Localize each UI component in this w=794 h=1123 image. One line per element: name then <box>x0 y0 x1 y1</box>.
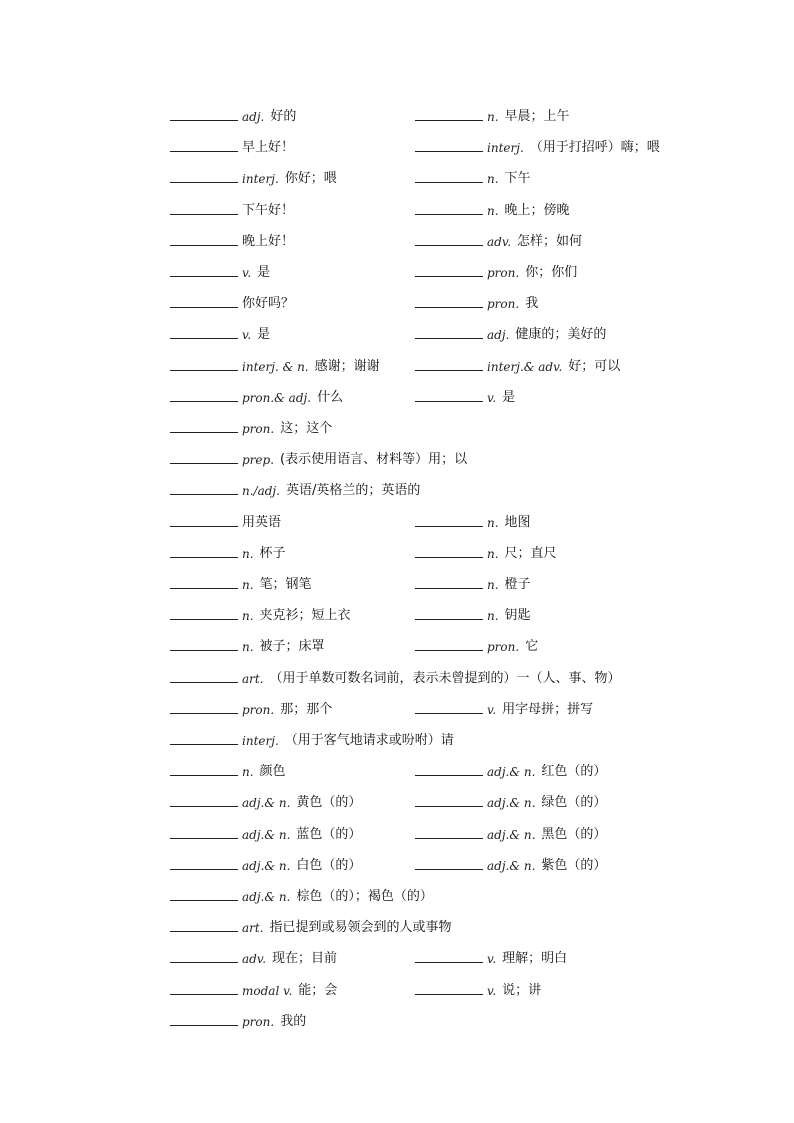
answer-blank[interactable] <box>170 961 238 963</box>
vocab-item-left <box>170 944 337 966</box>
answer-blank[interactable] <box>170 868 238 870</box>
answer-blank[interactable] <box>170 525 238 527</box>
vocab-row <box>0 508 794 530</box>
part-of-speech: pron.& adj. <box>242 390 312 405</box>
answer-blank[interactable] <box>415 587 483 589</box>
answer-blank[interactable] <box>415 400 483 402</box>
vocab-item-right <box>415 196 570 218</box>
vocab-item-left <box>170 851 361 873</box>
vocab-row <box>0 851 794 873</box>
part-of-speech: adj.& n. <box>487 827 536 842</box>
chinese-meaning: 钥匙 <box>504 608 531 624</box>
answer-blank[interactable] <box>170 213 238 215</box>
chinese-meaning: 英语/英格兰的；英语的 <box>285 483 421 499</box>
part-of-speech: adj.& n. <box>242 796 291 811</box>
vocab-item-left <box>170 788 361 810</box>
answer-blank[interactable] <box>170 899 238 901</box>
answer-blank[interactable] <box>170 837 238 839</box>
part-of-speech: pron. <box>242 422 275 436</box>
vocab-row <box>0 258 794 280</box>
vocab-item-left <box>170 352 380 374</box>
vocab-row <box>0 164 794 186</box>
vocab-item-left <box>170 102 296 124</box>
vocab-row <box>0 882 794 904</box>
answer-blank[interactable] <box>170 275 238 277</box>
vocab-row <box>0 726 794 748</box>
chinese-meaning: 黄色（的） <box>296 795 362 811</box>
vocab-row <box>0 664 794 686</box>
part-of-speech: v. <box>242 266 252 280</box>
vocab-item-left <box>170 289 294 311</box>
chinese-meaning: 下午 <box>504 171 531 187</box>
chinese-meaning: 笔；钢笔 <box>259 577 312 592</box>
part-of-speech: adv. <box>487 234 512 249</box>
chinese-meaning: 红色（的） <box>541 764 607 780</box>
chinese-meaning: 早上好！ <box>242 140 295 156</box>
chinese-meaning: 晚上；傍晚 <box>504 202 570 218</box>
answer-blank[interactable] <box>415 556 483 558</box>
vocab-item-right <box>415 133 660 155</box>
vocab-row <box>0 196 794 218</box>
chinese-meaning: 你好吗？ <box>242 296 295 312</box>
vocab-item-left <box>170 164 337 186</box>
answer-blank[interactable] <box>415 306 483 308</box>
answer-blank[interactable] <box>415 275 483 277</box>
part-of-speech: adj.& n. <box>487 858 536 873</box>
part-of-speech: pron. <box>242 1014 275 1029</box>
answer-blank[interactable] <box>170 681 238 683</box>
vocab-item-left <box>170 726 454 748</box>
answer-blank[interactable] <box>415 805 483 807</box>
answer-blank[interactable] <box>415 649 483 651</box>
answer-blank[interactable] <box>415 337 483 339</box>
chinese-meaning: 指已提到或易领会到的人或事物 <box>269 920 452 936</box>
vocab-item-right <box>415 976 541 998</box>
part-of-speech: v. <box>242 328 252 343</box>
chinese-meaning: 晚上好！ <box>242 233 295 249</box>
chinese-meaning: （用于单数可数名词前，表示未曾提到的）一（人、事、物） <box>269 670 621 686</box>
part-of-speech: modal v. <box>242 983 293 998</box>
part-of-speech: pron. <box>487 266 520 280</box>
vocab-item-right <box>415 851 606 873</box>
chinese-meaning: 颜色 <box>259 764 286 780</box>
vocab-item-left <box>170 445 467 467</box>
chinese-meaning: 黑色（的） <box>541 826 607 842</box>
part-of-speech: pron. <box>487 640 520 655</box>
chinese-meaning: 早晨；上午 <box>504 109 570 124</box>
chinese-meaning: 杯子 <box>259 545 286 561</box>
chinese-meaning: 是 <box>257 327 271 343</box>
part-of-speech: pron. <box>487 297 520 312</box>
chinese-meaning: 现在；目前 <box>272 951 338 967</box>
chinese-meaning: 蓝色（的） <box>296 826 362 842</box>
chinese-meaning: 健康的；美好的 <box>515 327 607 343</box>
vocab-item-left <box>170 882 433 904</box>
answer-blank[interactable] <box>170 400 238 402</box>
answer-blank[interactable] <box>170 618 238 620</box>
vocab-item-left <box>170 320 270 342</box>
chinese-meaning: 说；讲 <box>502 982 542 998</box>
answer-blank[interactable] <box>170 556 238 558</box>
chinese-meaning: 下午好！ <box>242 202 295 218</box>
part-of-speech: art. <box>242 671 264 686</box>
vocab-item-left <box>170 227 294 249</box>
part-of-speech: n. <box>242 765 254 780</box>
part-of-speech: adj.& n. <box>242 827 291 842</box>
chinese-meaning: 是 <box>502 389 516 405</box>
part-of-speech: adj.& n. <box>242 858 291 873</box>
vocab-item-right <box>415 289 538 311</box>
chinese-meaning: 地图 <box>504 514 531 530</box>
part-of-speech: n. <box>487 203 499 218</box>
vocab-item-right <box>415 570 531 592</box>
part-of-speech: n. <box>487 515 499 530</box>
vocab-item-left <box>170 476 420 498</box>
chinese-meaning: 好；可以 <box>568 358 621 374</box>
vocab-row <box>0 757 794 779</box>
vocab-item-left <box>170 1007 306 1029</box>
vocab-item-left <box>170 601 351 623</box>
chinese-meaning: 你好；喂 <box>284 171 337 187</box>
chinese-meaning: 是 <box>257 265 271 280</box>
chinese-meaning: 夹克衫；短上衣 <box>259 608 351 624</box>
part-of-speech: v. <box>487 702 497 717</box>
vocab-row <box>0 820 794 842</box>
answer-blank[interactable] <box>170 1024 238 1026</box>
answer-blank[interactable] <box>170 493 238 495</box>
vocab-item-right <box>415 164 531 186</box>
part-of-speech: n. <box>242 609 254 624</box>
part-of-speech: adj.& n. <box>242 890 291 904</box>
vocab-row <box>0 976 794 998</box>
chinese-meaning: 尺；直尺 <box>504 545 557 561</box>
vocab-row <box>0 788 794 810</box>
vocab-row <box>0 320 794 342</box>
vocab-item-left <box>170 664 621 686</box>
vocab-row <box>0 227 794 249</box>
answer-blank[interactable] <box>170 774 238 776</box>
vocab-row <box>0 632 794 654</box>
vocab-item-left <box>170 913 452 935</box>
answer-blank[interactable] <box>170 150 238 152</box>
answer-blank[interactable] <box>415 993 483 995</box>
part-of-speech: n. <box>487 609 499 624</box>
vocab-row <box>0 352 794 374</box>
vocab-item-right <box>415 788 606 810</box>
answer-blank[interactable] <box>170 181 238 183</box>
chinese-meaning: 你；你们 <box>525 265 578 280</box>
vocab-item-left <box>170 539 286 561</box>
chinese-meaning: 白色（的） <box>296 857 362 873</box>
part-of-speech: n. <box>487 172 499 187</box>
vocab-row <box>0 289 794 311</box>
vocab-item-left <box>170 133 294 155</box>
chinese-meaning: 这；这个 <box>280 421 333 436</box>
answer-blank[interactable] <box>415 868 483 870</box>
answer-blank[interactable] <box>415 181 483 183</box>
answer-blank[interactable] <box>170 712 238 714</box>
answer-blank[interactable] <box>170 930 238 932</box>
vocab-item-right <box>415 352 620 374</box>
vocab-row <box>0 383 794 405</box>
chinese-meaning: 那；那个 <box>280 701 333 717</box>
answer-blank[interactable] <box>170 462 238 464</box>
part-of-speech: n. <box>242 578 254 592</box>
part-of-speech: n. <box>487 578 499 592</box>
vocab-item-right <box>415 102 570 124</box>
vocab-item-left <box>170 258 270 280</box>
chinese-meaning: 感谢；谢谢 <box>314 358 380 374</box>
vocab-item-left <box>170 632 325 654</box>
answer-blank[interactable] <box>415 150 483 152</box>
vocab-row <box>0 944 794 966</box>
answer-blank[interactable] <box>415 618 483 620</box>
answer-blank[interactable] <box>170 369 238 371</box>
chinese-meaning: 我的 <box>280 1013 307 1029</box>
answer-blank[interactable] <box>170 244 238 246</box>
part-of-speech: v. <box>487 983 497 998</box>
vocab-row <box>0 913 794 935</box>
vocab-row <box>0 414 794 436</box>
chinese-meaning: （用于打招呼）嗨；喂 <box>529 140 660 156</box>
chinese-meaning: 理解；明白 <box>502 951 568 967</box>
part-of-speech: n. <box>242 546 254 561</box>
chinese-meaning: 我 <box>525 296 539 312</box>
chinese-meaning: （用于客气地请求或吩咐）请 <box>284 733 454 748</box>
answer-blank[interactable] <box>170 993 238 995</box>
answer-blank[interactable] <box>415 712 483 714</box>
chinese-meaning: 怎样；如何 <box>517 233 583 249</box>
vocab-item-left <box>170 976 337 998</box>
vocab-item-left <box>170 414 332 436</box>
part-of-speech: interj. & n. <box>242 359 309 374</box>
answer-blank[interactable] <box>170 431 238 433</box>
vocab-item-right <box>415 695 593 717</box>
part-of-speech: prep. <box>242 453 275 468</box>
answer-blank[interactable] <box>170 587 238 589</box>
vocab-row <box>0 695 794 717</box>
chinese-meaning: 好的 <box>270 109 297 124</box>
chinese-meaning: 紫色（的） <box>541 857 607 873</box>
part-of-speech: n./adj. <box>242 484 280 499</box>
vocab-item-right <box>415 757 606 779</box>
vocab-item-left <box>170 695 332 717</box>
answer-blank[interactable] <box>415 837 483 839</box>
part-of-speech: v. <box>487 390 497 405</box>
vocab-item-right <box>415 820 606 842</box>
part-of-speech: interj. <box>487 141 524 156</box>
chinese-meaning: 橙子 <box>504 577 531 592</box>
part-of-speech: n. <box>487 546 499 561</box>
part-of-speech: pron. <box>242 702 275 717</box>
vocab-item-left <box>170 196 294 218</box>
vocab-row <box>0 102 794 124</box>
vocab-item-left <box>170 820 361 842</box>
vocab-item-left <box>170 570 312 592</box>
part-of-speech: interj. <box>242 172 279 187</box>
answer-blank[interactable] <box>170 119 238 121</box>
part-of-speech: adj. <box>487 328 510 343</box>
vocab-item-left <box>170 383 343 405</box>
vocab-item-right <box>415 227 582 249</box>
part-of-speech: v. <box>487 952 497 967</box>
part-of-speech: interj.& adv. <box>487 359 563 374</box>
vocab-row <box>0 570 794 592</box>
vocab-row <box>0 445 794 467</box>
chinese-meaning: 它 <box>525 639 539 655</box>
vocab-row <box>0 1007 794 1029</box>
vocab-item-right <box>415 601 531 623</box>
vocab-item-right <box>415 383 515 405</box>
vocab-row <box>0 539 794 561</box>
chinese-meaning: 被子；床罩 <box>259 639 325 655</box>
answer-blank[interactable] <box>415 774 483 776</box>
answer-blank[interactable] <box>170 306 238 308</box>
chinese-meaning: 绿色（的） <box>541 795 607 811</box>
vocab-item-right <box>415 320 606 342</box>
answer-blank[interactable] <box>170 649 238 651</box>
vocab-item-right <box>415 539 557 561</box>
part-of-speech: adj.& n. <box>487 796 536 811</box>
part-of-speech: interj. <box>242 734 279 748</box>
vocab-row <box>0 476 794 498</box>
chinese-meaning: (表示使用语言、材料等）用；以 <box>280 452 468 468</box>
answer-blank[interactable] <box>415 119 483 121</box>
vocab-item-right <box>415 632 538 654</box>
chinese-meaning: 什么 <box>317 389 344 405</box>
answer-blank[interactable] <box>415 369 483 371</box>
answer-blank[interactable] <box>170 743 238 745</box>
part-of-speech: adj.& n. <box>487 765 536 780</box>
chinese-meaning: 能；会 <box>298 982 338 998</box>
vocab-row <box>0 133 794 155</box>
part-of-speech: art. <box>242 921 264 936</box>
part-of-speech: n. <box>487 110 499 124</box>
part-of-speech: adj. <box>242 110 265 124</box>
answer-blank[interactable] <box>415 244 483 246</box>
chinese-meaning: 棕色（的）；褐色（的） <box>296 889 433 904</box>
vocab-item-left <box>170 508 281 530</box>
vocab-item-right <box>415 508 531 530</box>
answer-blank[interactable] <box>415 213 483 215</box>
part-of-speech: n. <box>242 640 254 655</box>
vocab-item-right <box>415 258 577 280</box>
chinese-meaning: 用英语 <box>242 514 282 530</box>
answer-blank[interactable] <box>415 525 483 527</box>
answer-blank[interactable] <box>170 805 238 807</box>
vocab-item-right <box>415 944 567 966</box>
answer-blank[interactable] <box>170 337 238 339</box>
vocab-row <box>0 601 794 623</box>
vocab-item-left <box>170 757 286 779</box>
part-of-speech: adv. <box>242 952 267 967</box>
answer-blank[interactable] <box>415 961 483 963</box>
chinese-meaning: 用字母拼；拼写 <box>502 701 594 717</box>
